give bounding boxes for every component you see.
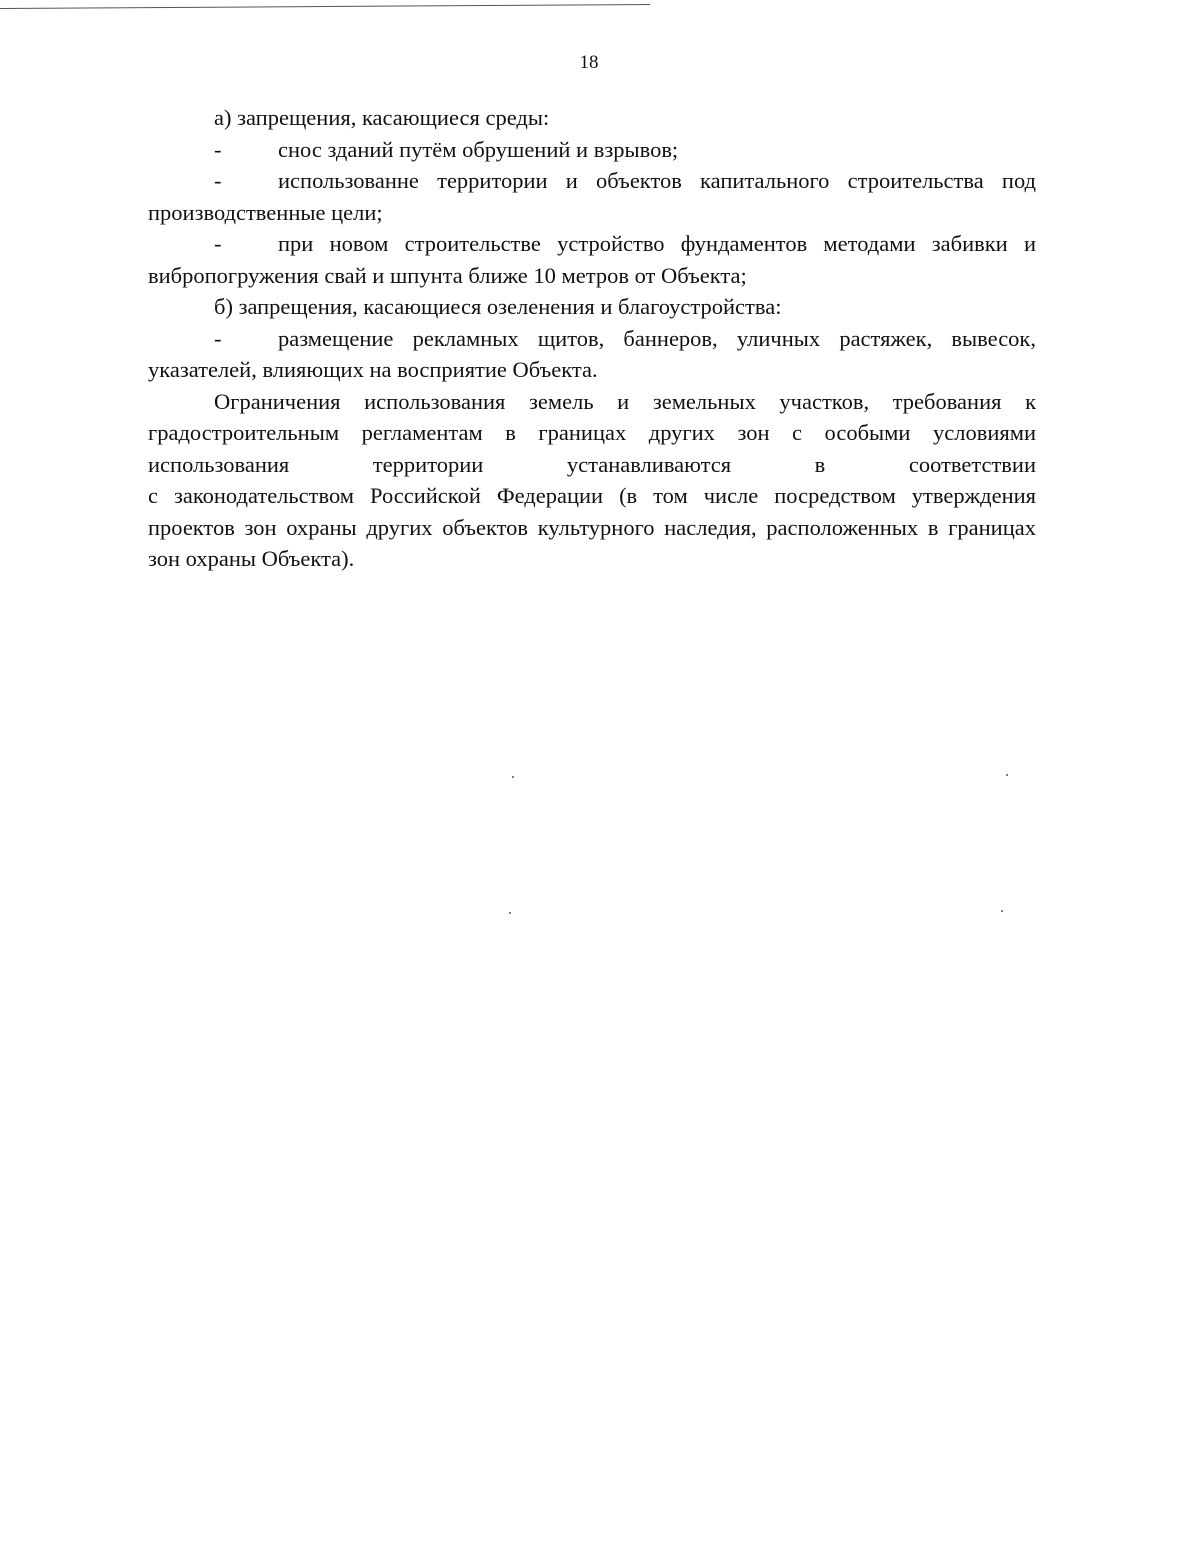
item-a-point-1 [148,134,1036,166]
item-b-point-1 [148,323,1036,386]
list-dash: - [214,136,222,162]
item-a-point-2 [148,165,1036,228]
item-a-point-1-text: снос зданий путём обрушений и взрывов; [278,136,679,162]
item-a-heading: а) запрещения, касающиеся среды: [214,105,550,130]
scan-edge-line [0,4,650,9]
restrictions-paragraph-part-2: с законодательством Российской Федерации (в том числе посредством утверждения проектов зон охраны других объектов культурного наследия, расположенных в границах зон охраны Объекта). [148,483,1036,571]
document-body [148,102,1036,575]
list-dash: - [214,325,222,351]
restrictions-paragraph-part-1: Ограничения использования земель и земельных участков, требования к градостроительным регламентам в границах других зон с особыми условиями использования территории устанавливаются в соответствии [148,388,1036,477]
scan-speck [509,912,511,914]
item-b-heading: б) запрещения, касающиеся озеленения и благоустройства: [214,294,782,319]
scan-speck [1001,910,1003,912]
scan-speck [1006,774,1008,776]
item-a-point-2-text: использованне территории и объектов капитального строительства под производственные цели; [148,168,1036,225]
list-dash: - [214,168,222,193]
item-a-point-3 [148,228,1036,291]
list-dash: - [214,231,222,256]
item-b-point-1-text: размещение рекламных щитов, баннеров, уличных растяжек, вывесок, указателей, влияющих на восприятие Объекта. [148,325,1036,382]
item-a-point-3-text: при новом строительстве устройство фундаментов методами забивки и вибропогружения свай и шпунта ближе 10 метров от Объекта; [148,231,1036,288]
page-number: 18 [579,52,599,73]
scan-speck [512,776,514,778]
